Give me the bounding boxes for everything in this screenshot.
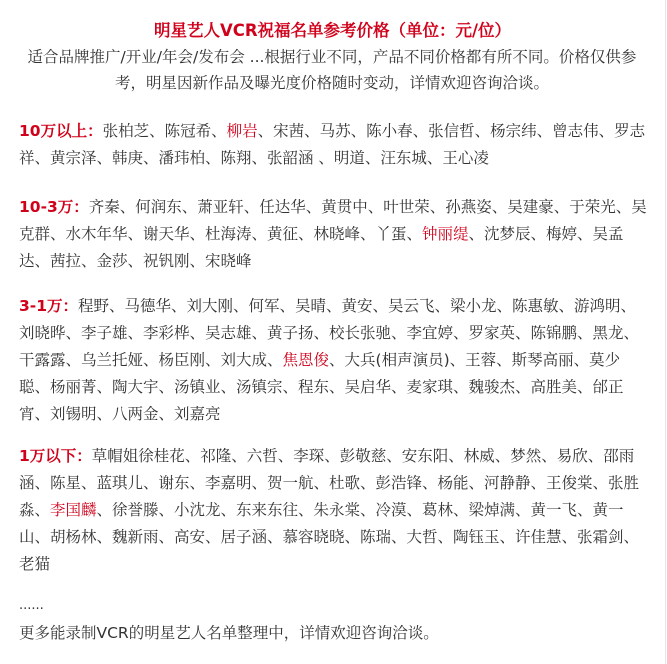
tier-label: 10-3万：: [19, 198, 89, 216]
tier-30k-10k: [19, 293, 649, 428]
intro-paragraph: 适合品牌推广/开业/年会/发布会 ...根据行业不同，产品不同价格都有所不同。价格仅供参考，明星因新作品及曝光度价格随时变动，详情欢迎咨询洽谈。: [27, 48, 637, 92]
names-list: 程野、马德华、刘大刚、何军、吴晴、黄安、吴云飞、梁小龙、陈惠敏、游鸿明、刘晓晔、李子雄、李彩桦、吴志雄、黄子扬、校长张驰、李宜婷、罗家英、陈锦鹏、黑龙、干露露、乌兰托娅、杨臣刚、刘大成、: [19, 297, 640, 369]
ellipsis: ......: [19, 598, 44, 613]
highlighted-name: 焦恩俊: [282, 351, 330, 369]
highlighted-name: 钟丽缇: [422, 225, 469, 243]
page-title: 明星艺人VCR祝福名单参考价格（单位：元/位）: [153, 21, 512, 40]
footer-note: 更多能录制VCR的明星艺人名单整理中，详情欢迎咨询洽谈。: [19, 624, 439, 642]
highlighted-name: 李国麟: [50, 501, 97, 519]
names-list: 、徐誉滕、小沈龙、东来东往、朱永棠、冷漠、葛林、梁焯满、黄一飞、黄一山、胡杨林、魏新雨、高安、居子涵、慕容晓晓、陈瑞、大哲、陶钰玉、许佳慧、张霜剑、老猫: [19, 501, 640, 573]
names-list: 草帽姐徐桂花、祁隆、六哲、李琛、彭敬慈、安东阳、林威、梦然、易欣、邵雨涵、陈星、蓝琪儿、谢东、李嘉明、贺一航、杜歌、彭浩锋、杨能、河静静、王俊棠、张胜淼、: [19, 447, 640, 519]
tier-label: 1万以下：: [19, 447, 92, 465]
tier-label: 3-1万：: [19, 297, 79, 315]
tier-label: 10万以上：: [19, 122, 103, 140]
names-list: 张柏芝、陈冠希、: [102, 122, 227, 140]
tier-100k-30k: [19, 194, 649, 275]
tier-below-10k: [19, 443, 649, 578]
tier-above-100k: [19, 118, 649, 172]
highlighted-name: 柳岩: [226, 122, 258, 140]
names-list: 、宋茜、马苏、陈小春、张信哲、杨宗纬、曾志伟、罗志祥、黄宗泽、韩庚、潘玮柏、陈翔、张韶涵 、明道、汪东城、王心凌: [19, 122, 646, 167]
names-list: 齐秦、何润东、萧亚轩、任达华、黄贯中、叶世荣、孙燕姿、吴建豪、于荣光、吴克群、水木年华、谢天华、杜海涛、黄征、林晓峰、丫蛋、: [19, 198, 647, 243]
names-list: 、沈梦辰、梅婷、吴孟达、茜拉、金莎、祝钒刚、宋晓峰: [19, 225, 624, 270]
names-list: 、大兵(相声演员)、王蓉、斯琴高丽、莫少聪、杨丽菁、陶大宇、汤镇业、汤镇宗、程东、吴启华、麦家琪、魏骏杰、高胜美、邰正宵、刘锡明、八两金、刘嘉亮: [19, 351, 624, 423]
